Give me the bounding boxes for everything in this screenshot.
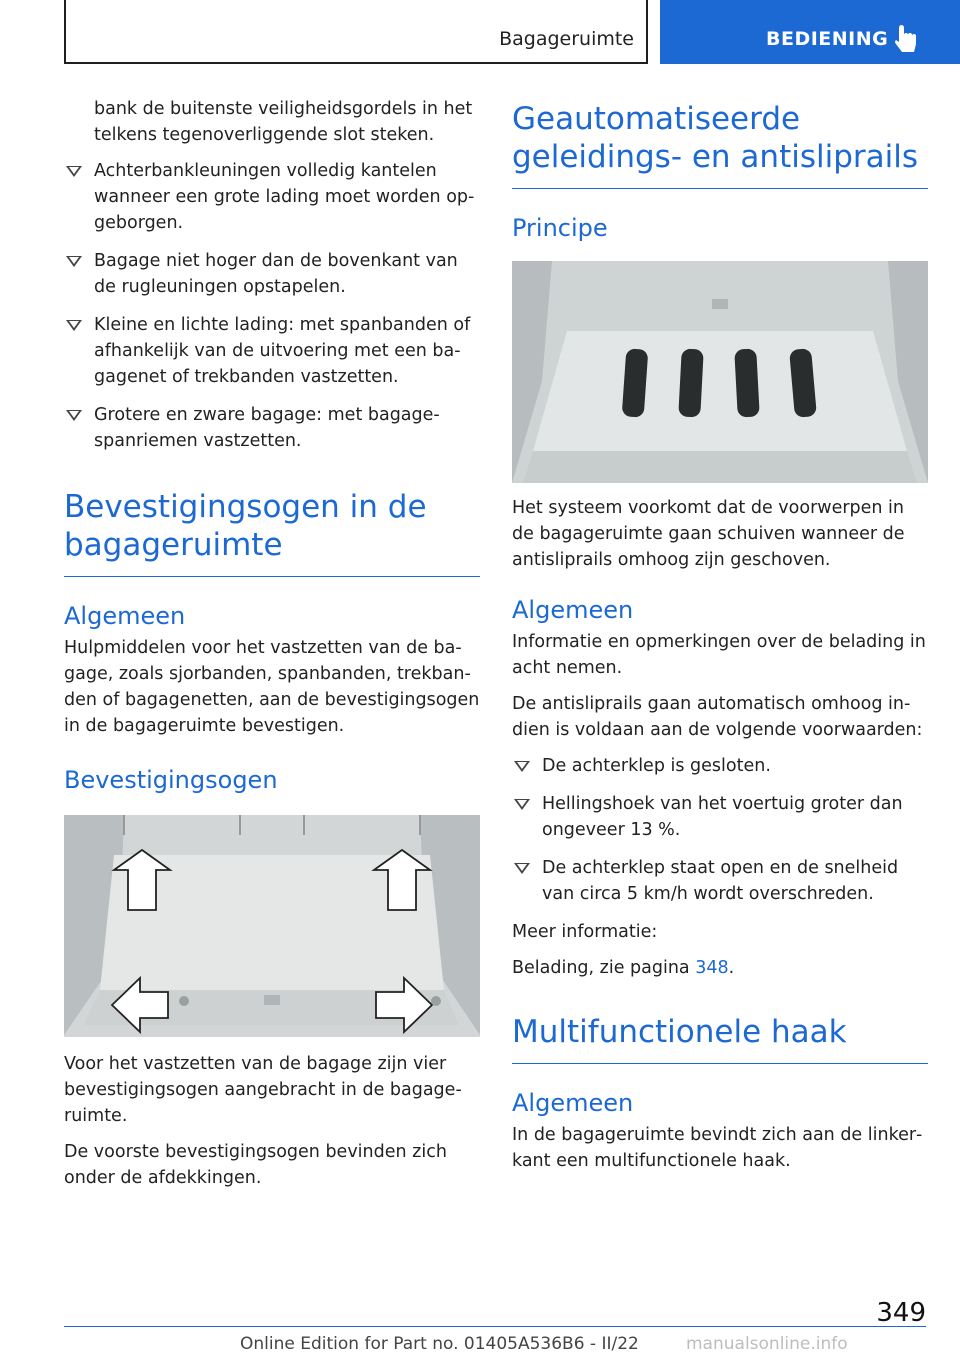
- general-text: Hulpmiddelen voor het vastzetten van de bagage, zoals sjorbanden, spanbanden, trekbanden of bagagenetten, aan de bevestigingsogen in de bagageruimte bevestigen.: [64, 638, 480, 736]
- tie-down-eyes-text-1: Voor het vastzetten van de bagage zijn vier bevestigingsogen aangebracht in de bagageruimte.: [64, 1054, 462, 1126]
- conditions-list: [512, 753, 928, 907]
- footer-edition: Online Edition for Part no. 01405A536B6 - II/22: [240, 1334, 639, 1354]
- section-heading-rails: Geautomatiseerde geleidings- en antisliprails: [512, 100, 928, 189]
- tie-down-eyes-image: [64, 815, 480, 1037]
- footer-watermark: manualsonline.info: [686, 1334, 848, 1354]
- bullet-triangle-icon: [66, 320, 82, 331]
- bullet-triangle-icon: [514, 799, 530, 810]
- bullet-triangle-icon: [514, 863, 530, 874]
- header-chapter-box: [660, 0, 960, 64]
- subheading-principle: Principe: [512, 214, 608, 242]
- hook-text: In de bagageruimte bevindt zich aan de linkerkant een multifunctionele haak.: [512, 1125, 923, 1171]
- section-heading: Bevestigingsogen in de bagageruimte: [64, 488, 480, 577]
- subheading-general: Algemeen: [64, 602, 186, 630]
- tie-down-eyes-text-2: De voorste bevestigingsogen bevinden zich onder de afdekkingen.: [64, 1142, 447, 1188]
- list-item: Hellingshoek van het voertuig groter dan ongeveer 13 %.: [512, 791, 928, 843]
- page-number: 349: [876, 1298, 926, 1328]
- list-item: Kleine en lichte lading: met spanbanden of afhankelijk van de uitvoering met een bagagenet of trekbanden vastzetten.: [64, 312, 480, 390]
- list-item: Achterbankleuningen volledig kantelen wanneer een grote lading moet worden opgeborgen.: [64, 158, 480, 236]
- antislip-rails-image: [512, 261, 928, 483]
- subheading-hook-general: Algemeen: [512, 1089, 634, 1117]
- header-chapter-title: BEDIENING: [766, 28, 889, 50]
- section-heading-hook: Multifunctionele haak: [512, 1013, 928, 1064]
- subheading-tie-down-eyes: Bevestigingsogen: [64, 766, 278, 794]
- pointing-hand-icon: [894, 24, 922, 56]
- footer-divider: [64, 1326, 926, 1327]
- rails-general-text-1: Informatie en opmerkingen over de belading in acht nemen.: [512, 632, 926, 678]
- right-column: [512, 100, 928, 1184]
- cross-reference: Belading, zie pagina 348.: [512, 958, 735, 978]
- intro-continuation: bank de buitenste veiligheidsgordels in het telkens tegenoverliggende slot steken.: [94, 99, 473, 145]
- bullet-triangle-icon: [514, 761, 530, 772]
- bullet-triangle-icon: [66, 166, 82, 177]
- principle-text: Het systeem voorkomt dat de voorwerpen in de bagageruimte gaan schuiven wanneer de antisliprails omhoog zijn geschoven.: [512, 498, 905, 570]
- bullet-triangle-icon: [66, 256, 82, 267]
- bullet-list: [64, 158, 480, 454]
- header-section-box: [64, 0, 648, 64]
- bullet-triangle-icon: [66, 410, 82, 421]
- list-item: Grotere en zware bagage: met bagagespanriemen vastzetten.: [64, 402, 480, 454]
- rails-general-text-2: De antisliprails gaan automatisch omhoog indien is voldaan aan de volgende voorwaarden:: [512, 694, 923, 740]
- list-item: De achterklep staat open en de snelheid van circa 5 km/h wordt overschreden.: [512, 855, 928, 907]
- header-section-title: Bagageruimte: [499, 28, 634, 50]
- left-column: [64, 96, 480, 1201]
- list-item: De achterklep is gesloten.: [512, 753, 928, 779]
- more-info-label: Meer informatie:: [512, 922, 658, 942]
- subheading-general-rails: Algemeen: [512, 596, 634, 624]
- list-item: Bagage niet hoger dan de bovenkant van de rugleuningen opstapelen.: [64, 248, 480, 300]
- page-reference-link[interactable]: 348: [695, 958, 729, 978]
